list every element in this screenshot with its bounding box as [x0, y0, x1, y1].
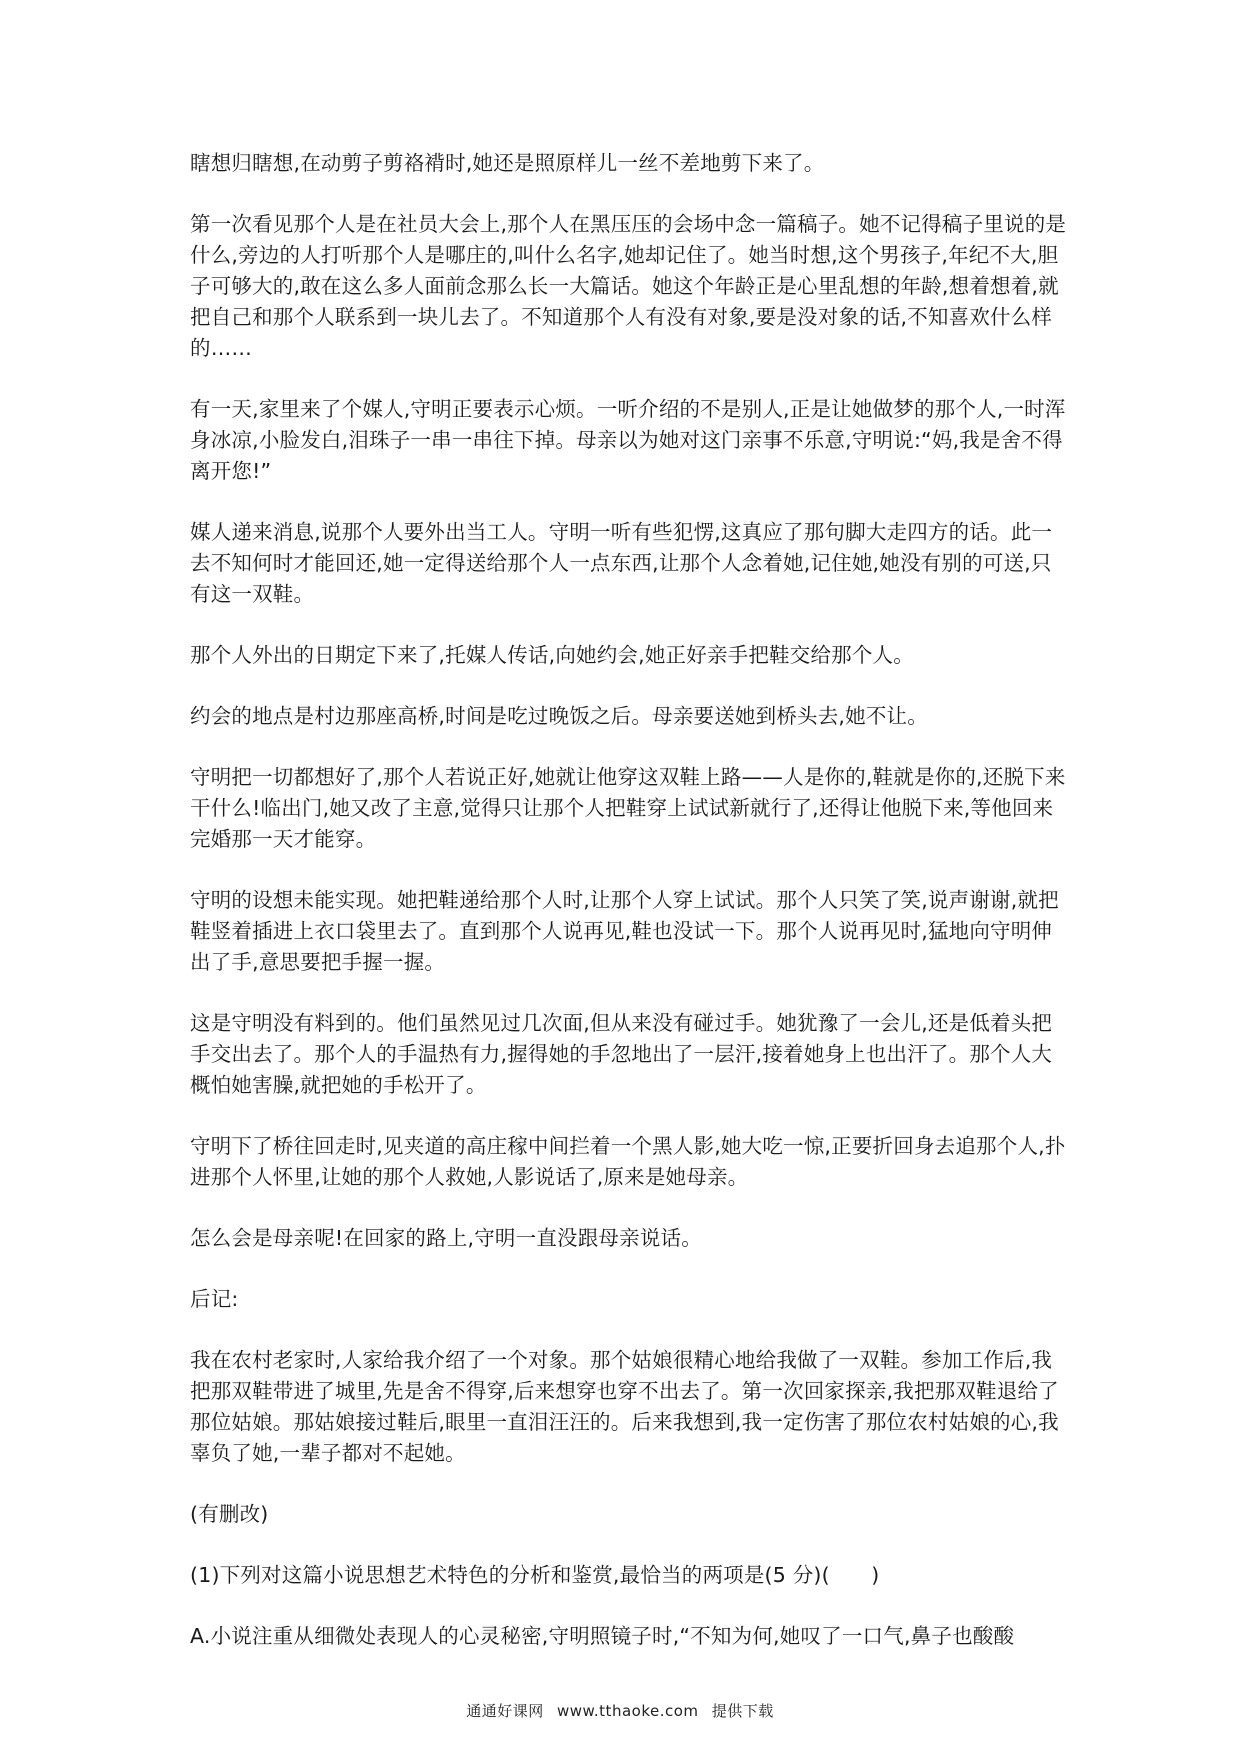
postscript-heading: 后记:: [190, 1287, 239, 1311]
paragraph: 守明的设想未能实现。她把鞋递给那个人时,让那个人穿上试试。那个人只笑了笑,说声谢谢,就把鞋竖着插进上衣口袋里去了。直到那个人说再见,鞋也没试一下。那个人说再见时,猛地向守明伸出了手,意思要把手握一握。: [190, 888, 1059, 974]
postscript-paragraph: 我在农村老家时,人家给我介绍了一个对象。那个姑娘很精心地给我做了一双鞋。参加工作后,我把那双鞋带进了城里,先是舍不得穿,后来想穿也穿不出去了。第一次回家探亲,我把那双鞋退给了那位姑娘。那姑娘接过鞋后,眼里一直泪汪汪的。后来我想到,我一定伤害了那位农村姑娘的心,我辜负了她,一辈子都对不起她。: [190, 1348, 1059, 1465]
paragraph: 瞎想归瞎想,在动剪子剪袼褙时,她还是照原样儿一丝不差地剪下来了。: [190, 151, 825, 175]
footer-site-name: 通通好课网: [466, 1702, 544, 1720]
question-stem: (1)下列对这篇小说思想艺术特色的分析和鉴赏,最恰当的两项是(5 分)( ): [190, 1563, 880, 1587]
paragraph: 这是守明没有料到的。他们虽然见过几次面,但从来没有碰过手。她犹豫了一会儿,还是低着头把手交出去了。那个人的手温热有力,握得她的手忽地出了一层汗,接着她身上也出汗了。那个人大概怕她害臊,就把她的手松开了。: [190, 1011, 1053, 1097]
page-footer: [0, 1700, 1240, 1721]
footer-url[interactable]: www.tthaoke.com: [556, 1702, 699, 1720]
paragraph: 有一天,家里来了个媒人,守明正要表示心烦。一听介绍的不是别人,正是让她做梦的那个人,一时浑身冰凉,小脸发白,泪珠子一串一串往下掉。母亲以为她对这门亲事不乐意,守明说:“妈,我是舍不得离开您!”: [190, 397, 1066, 483]
paragraph: 守明把一切都想好了,那个人若说正好,她就让他穿这双鞋上路——人是你的,鞋就是你的,还脱下来干什么!临出门,她又改了主意,觉得只让那个人把鞋穿上试试新就行了,还得让他脱下来,等他回来完婚那一天才能穿。: [190, 765, 1066, 851]
source-note: (有删改): [190, 1502, 269, 1526]
paragraph: 约会的地点是村边那座高桥,时间是吃过晚饭之后。母亲要送她到桥头去,她不让。: [190, 704, 928, 728]
paragraph: 守明下了桥往回走时,见夹道的高庄稼中间拦着一个黑人影,她大吃一惊,正要折回身去追那个人,扑进那个人怀里,让她的那个人救她,人影说话了,原来是她母亲。: [190, 1134, 1066, 1189]
paragraph: 那个人外出的日期定下来了,托媒人传话,向她约会,她正好亲手把鞋交给那个人。: [190, 643, 914, 667]
paragraph: 怎么会是母亲呢!在回家的路上,守明一直没跟母亲说话。: [190, 1226, 702, 1250]
footer-suffix: 提供下载: [711, 1702, 774, 1720]
paragraph: 第一次看见那个人是在社员大会上,那个人在黑压压的会场中念一篇稿子。她不记得稿子里说的是什么,旁边的人打听那个人是哪庄的,叫什么名字,她却记住了。她当时想,这个男孩子,年纪不大,胆子可够大的,敢在这么多人面前念那么长一大篇话。她这个年龄正是心里乱想的年龄,想着想着,就把自己和那个人联系到一块儿去了。不知道那个人有没有对象,要是没对象的话,不知喜欢什么样的……: [190, 212, 1067, 360]
paragraph: 媒人递来消息,说那个人要外出当工人。守明一听有些犯愣,这真应了那句脚大走四方的话。此一去不知何时才能回还,她一定得送给那个人一点东西,让那个人念着她,记住她,她没有别的可送,只有这一双鞋。: [190, 520, 1053, 606]
answer-option-a: A.小说注重从细微处表现人的心灵秘密,守明照镜子时,“不知为何,她叹了一口气,鼻子也酸酸: [190, 1624, 1015, 1648]
document-body: [190, 148, 1070, 1682]
